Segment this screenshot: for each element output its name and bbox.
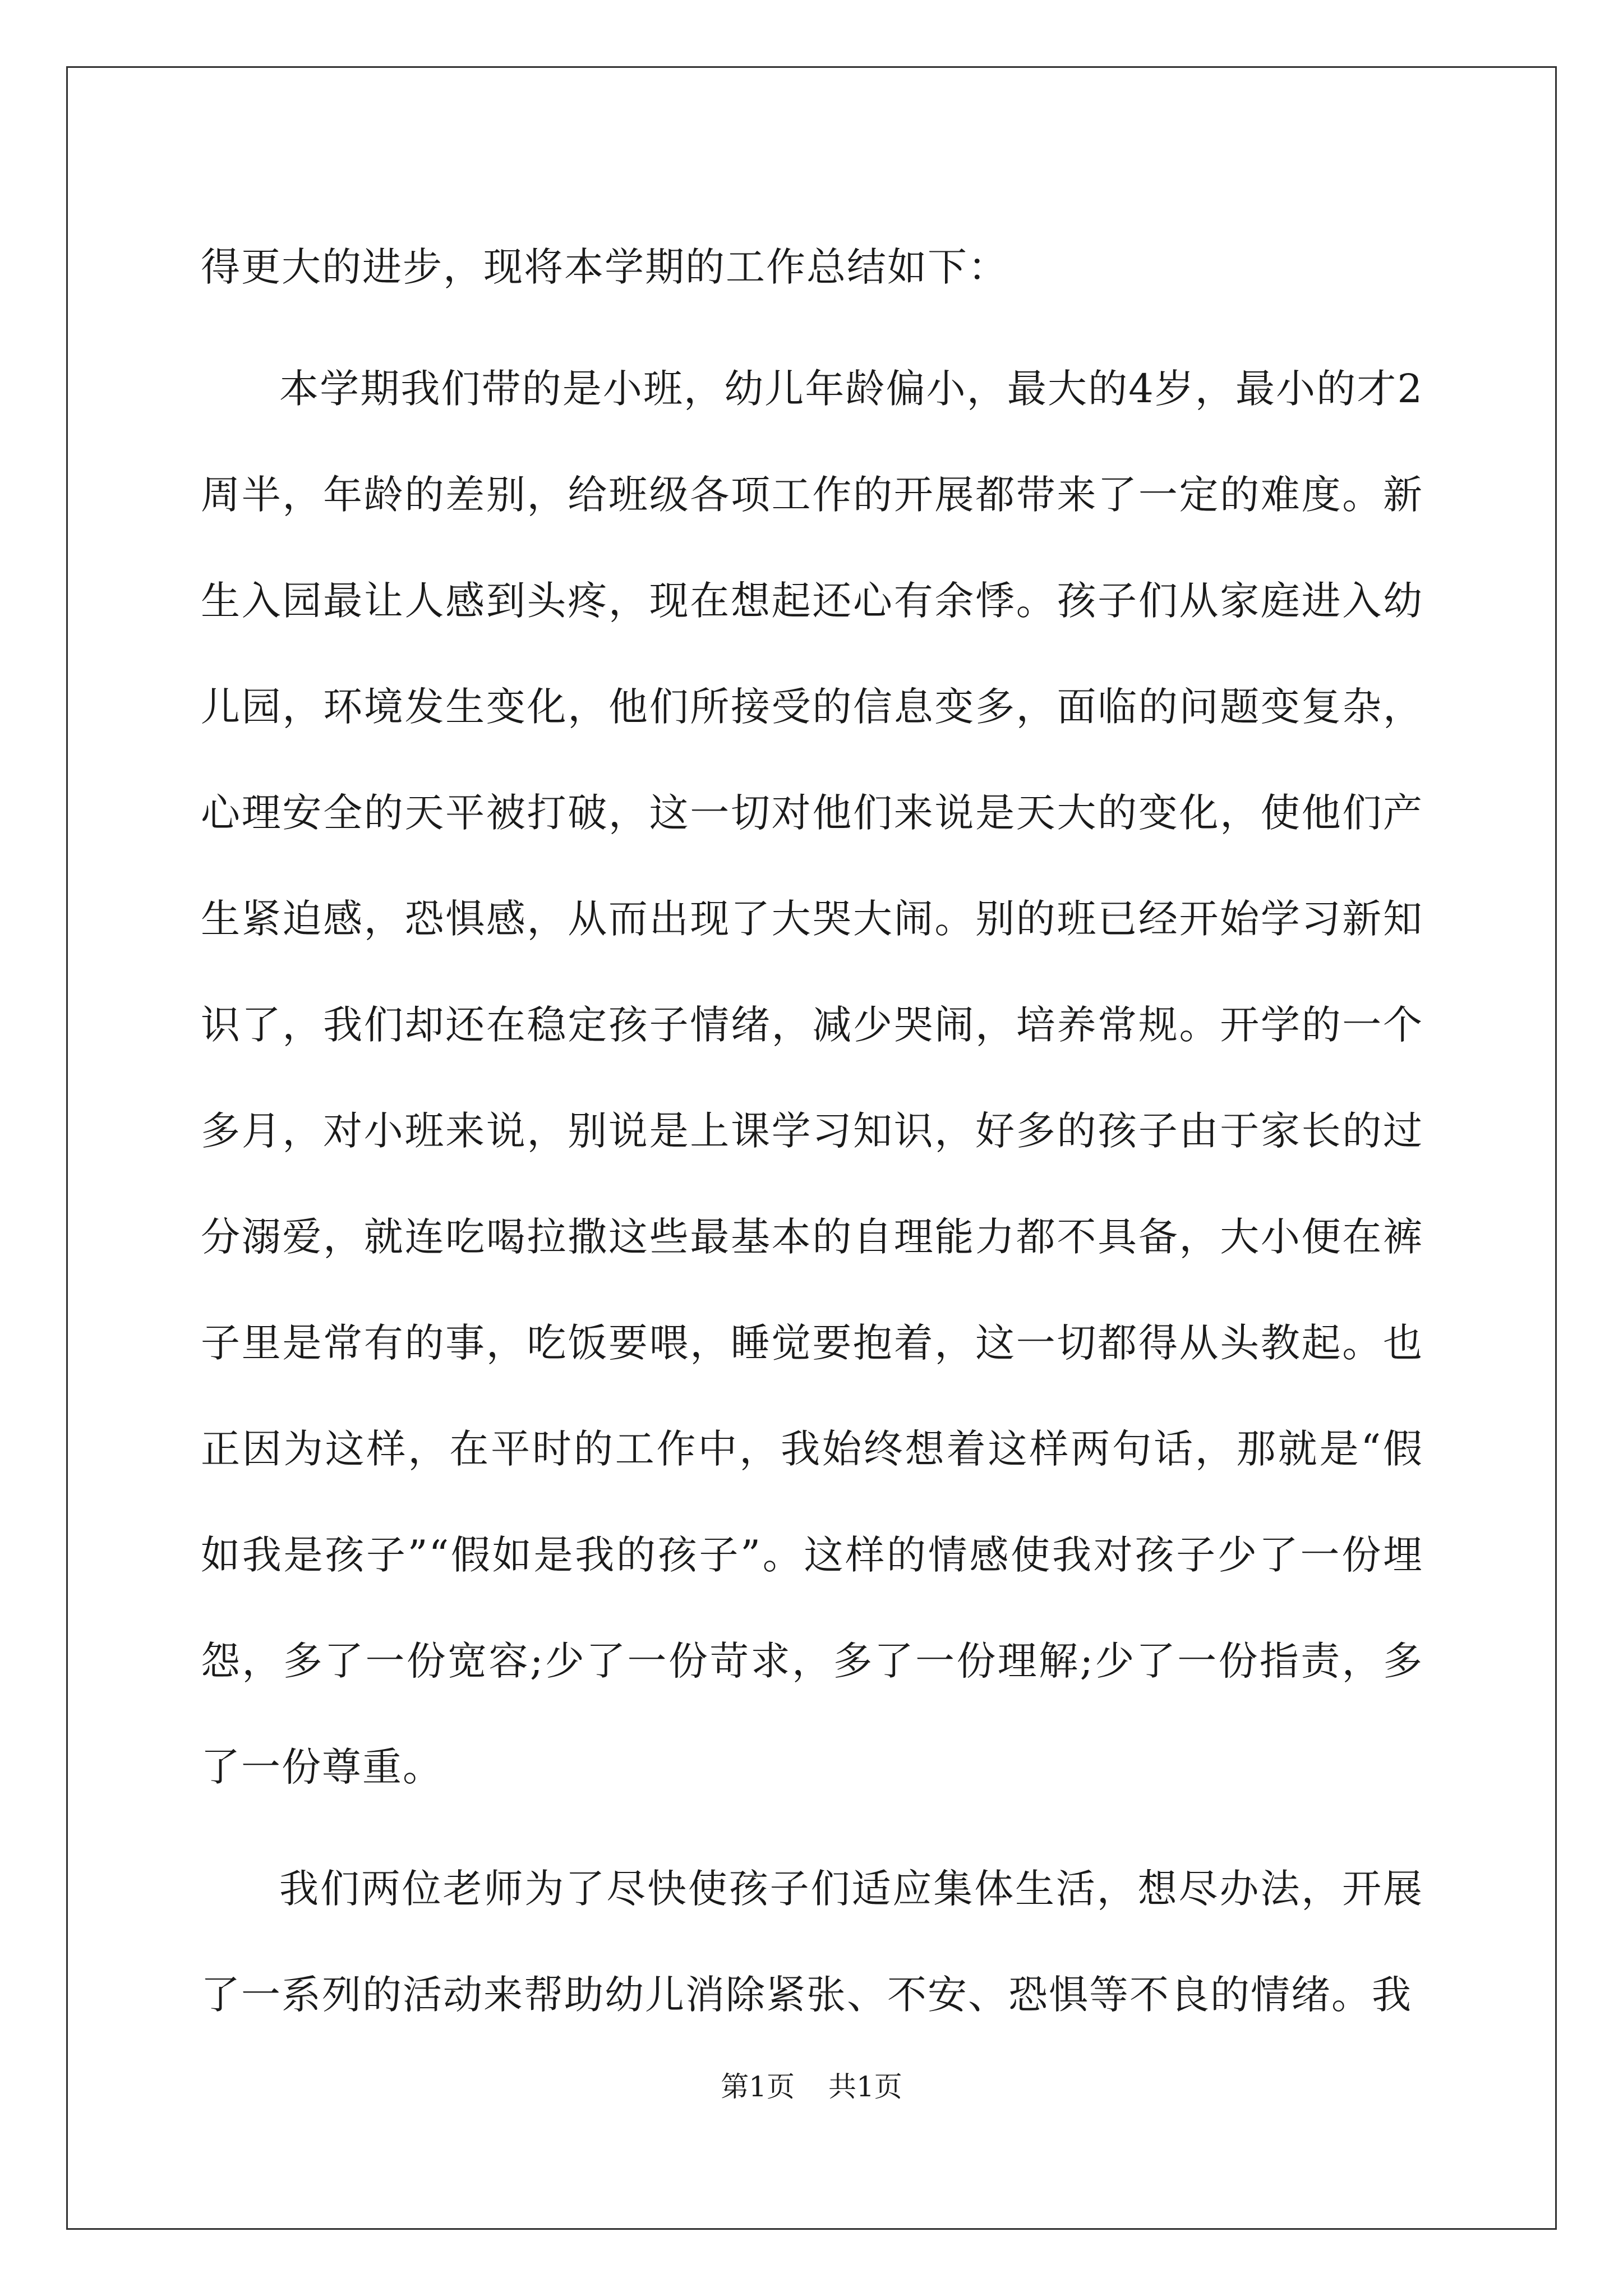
page-total: 共1页 (828, 2070, 902, 2103)
page-footer (0, 2064, 1623, 2105)
paragraph-intro-continuation: 得更大的进步，现将本学期的工作总结如下： (201, 244, 1008, 290)
paragraph-small-class: 本学期我们带的是小班，幼儿年龄偏小，最大的4岁，最小的才2周半，年龄的差别，给班级各项工作的开展都带来了一定的难度。新生入园最让人感到头疼，现在想起还心有余悸。孩子们从家庭进入幼儿园，环境发生变化，他们所接受的信息变多，面临的问题变复杂，心理安全的天平被打破，这一切对他们来说是天大的变化，使他们产生紧迫感，恐惧感，从而出现了大哭大闹。别的班已经开始学习新知识了，我们却还在稳定孩子情绪，减少哭闹，培养常规。开学的一个多月，对小班来说，别说是上课学习知识，好多的孩子由于家长的过分溺爱，就连吃喝拉撒这些最基本的自理能力都不具备，大小便在裤子里是常有的事，吃饭要喂，睡觉要抱着，这一切都得从头教起。也正因为这样，在平时的工作中，我始终想着这样两句话，那就是“假如我是孩子”“假如是我的孩子”。这样的情感使我对孩子少了一份埋怨，多了一份宽容;少了一份苛求，多了一份理解;少了一份指责，多了一份尊重。 (201, 366, 1423, 1790)
document-body (201, 214, 1423, 2048)
page-number: 第1页 (721, 2070, 795, 2103)
paragraph-teachers-activities: 我们两位老师为了尽快使孩子们适应集体生活，想尽办法，开展了一系列的活动来帮助幼儿消除紧张、不安、恐惧等不良的情绪。我 (201, 1866, 1423, 2018)
